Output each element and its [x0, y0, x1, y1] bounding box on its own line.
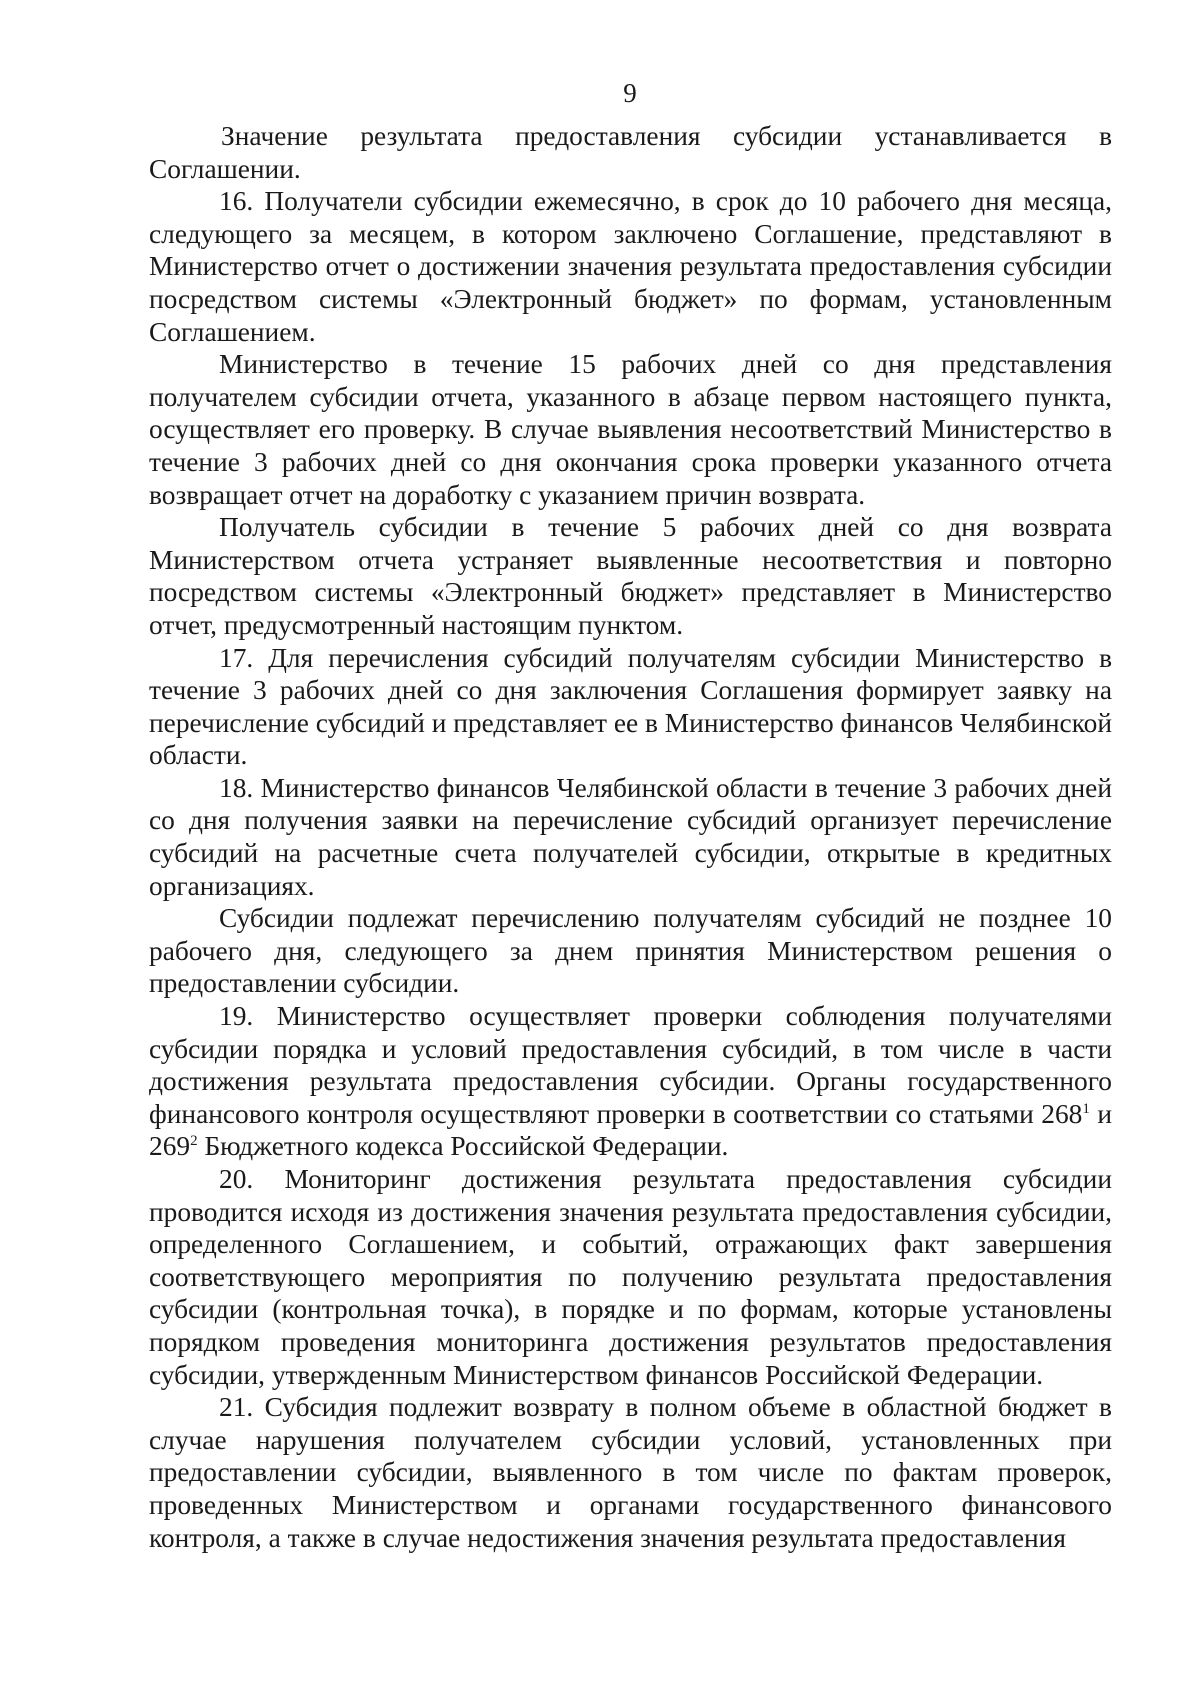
- paragraph-19-text-b: и 269: [149, 1098, 1112, 1162]
- paragraph-16: 16. Получатели субсидии ежемесячно, в срок до 10 рабочего дня месяца, следующего за месяцем, в котором заключено Соглашение, представляют в Министерство отчет о достижении значения результата предоставления субсидии посредством системы «Электронный бюджет» по формам, установленным Соглашением.: [149, 186, 1112, 347]
- paragraph-19-text-a: 19. Министерство осуществляет проверки соблюдения получателями субсидии порядка и условий предоставления субсидий, в том числе в части достижения результата предоставления субсидии. Органы государственного финансового контроля осуществляют проверки в соответствии со статьями 268: [149, 1001, 1112, 1129]
- paragraph-16-correction: Получатель субсидии в течение 5 рабочих дней со дня возврата Министерством отчета устраняет выявленные несоответствия и повторно посредством системы «Электронный бюджет» представляет в Министерство отчет, предусмотренный настоящим пунктом.: [149, 512, 1112, 640]
- paragraph-19-text-c: Бюджетного кодекса Российской Федерации.: [197, 1131, 729, 1162]
- paragraph-19: [149, 1000, 1112, 1163]
- superscript-1: 1: [1082, 1100, 1090, 1117]
- page-number: 9: [623, 78, 637, 108]
- paragraph-17: 17. Для перечисления субсидий получателям субсидии Министерство в течение 3 рабочих дней со дня заключения Соглашения формирует заявку на перечисление субсидий и представляет ее в Министерство финансов Челябинской области.: [149, 642, 1112, 771]
- paragraph-18: 18. Министерство финансов Челябинской области в течение 3 рабочих дней со дня получения заявки на перечисление субсидий организует перечисление субсидий на расчетные счета получателей субсидии, открытые в кредитных организациях.: [149, 772, 1112, 901]
- paragraph-18-deadline: Субсидии подлежат перечислению получателям субсидий не позднее 10 рабочего дня, следующего за днем принятия Министерством решения о предоставлении субсидии.: [149, 903, 1112, 999]
- superscript-2: 2: [190, 1133, 198, 1150]
- paragraph-result-value: Значение результата предоставления субсидии устанавливается в Соглашении.: [149, 121, 1112, 184]
- paragraph-16-review: Министерство в течение 15 рабочих дней со дня представления получателем субсидии отчета, указанного в абзаце первом настоящего пункта, осуществляет его проверку. В случае выявления несоответствий Министерство в течение 3 рабочих дней со дня окончания срока проверки указанного отчета возвращает отчет на доработку с указанием причин возврата.: [149, 349, 1112, 510]
- document-body: [149, 120, 1112, 1554]
- paragraph-20: 20. Мониторинг достижения результата предоставления субсидии проводится исходя из достижения значения результата предоставления субсидии, определенного Соглашением, и событий, отражающих факт завершения соответствующего мероприятия по получению результата предоставления субсидии (контрольная точка), в порядке и по формам, которые установлены порядком проведения мониторинга достижения результатов предоставления субсидии, утвержденным Министерством финансов Российской Федерации.: [149, 1164, 1112, 1390]
- paragraph-21: 21. Субсидия подлежит возврату в полном объеме в областной бюджет в случае нарушения получателем субсидии условий, установленных при предоставлении субсидии, выявленного в том числе по фактам проверок, проведенных Министерством и органами государственного финансового контроля, а также в случае недостижения значения результата предоставления: [149, 1392, 1112, 1553]
